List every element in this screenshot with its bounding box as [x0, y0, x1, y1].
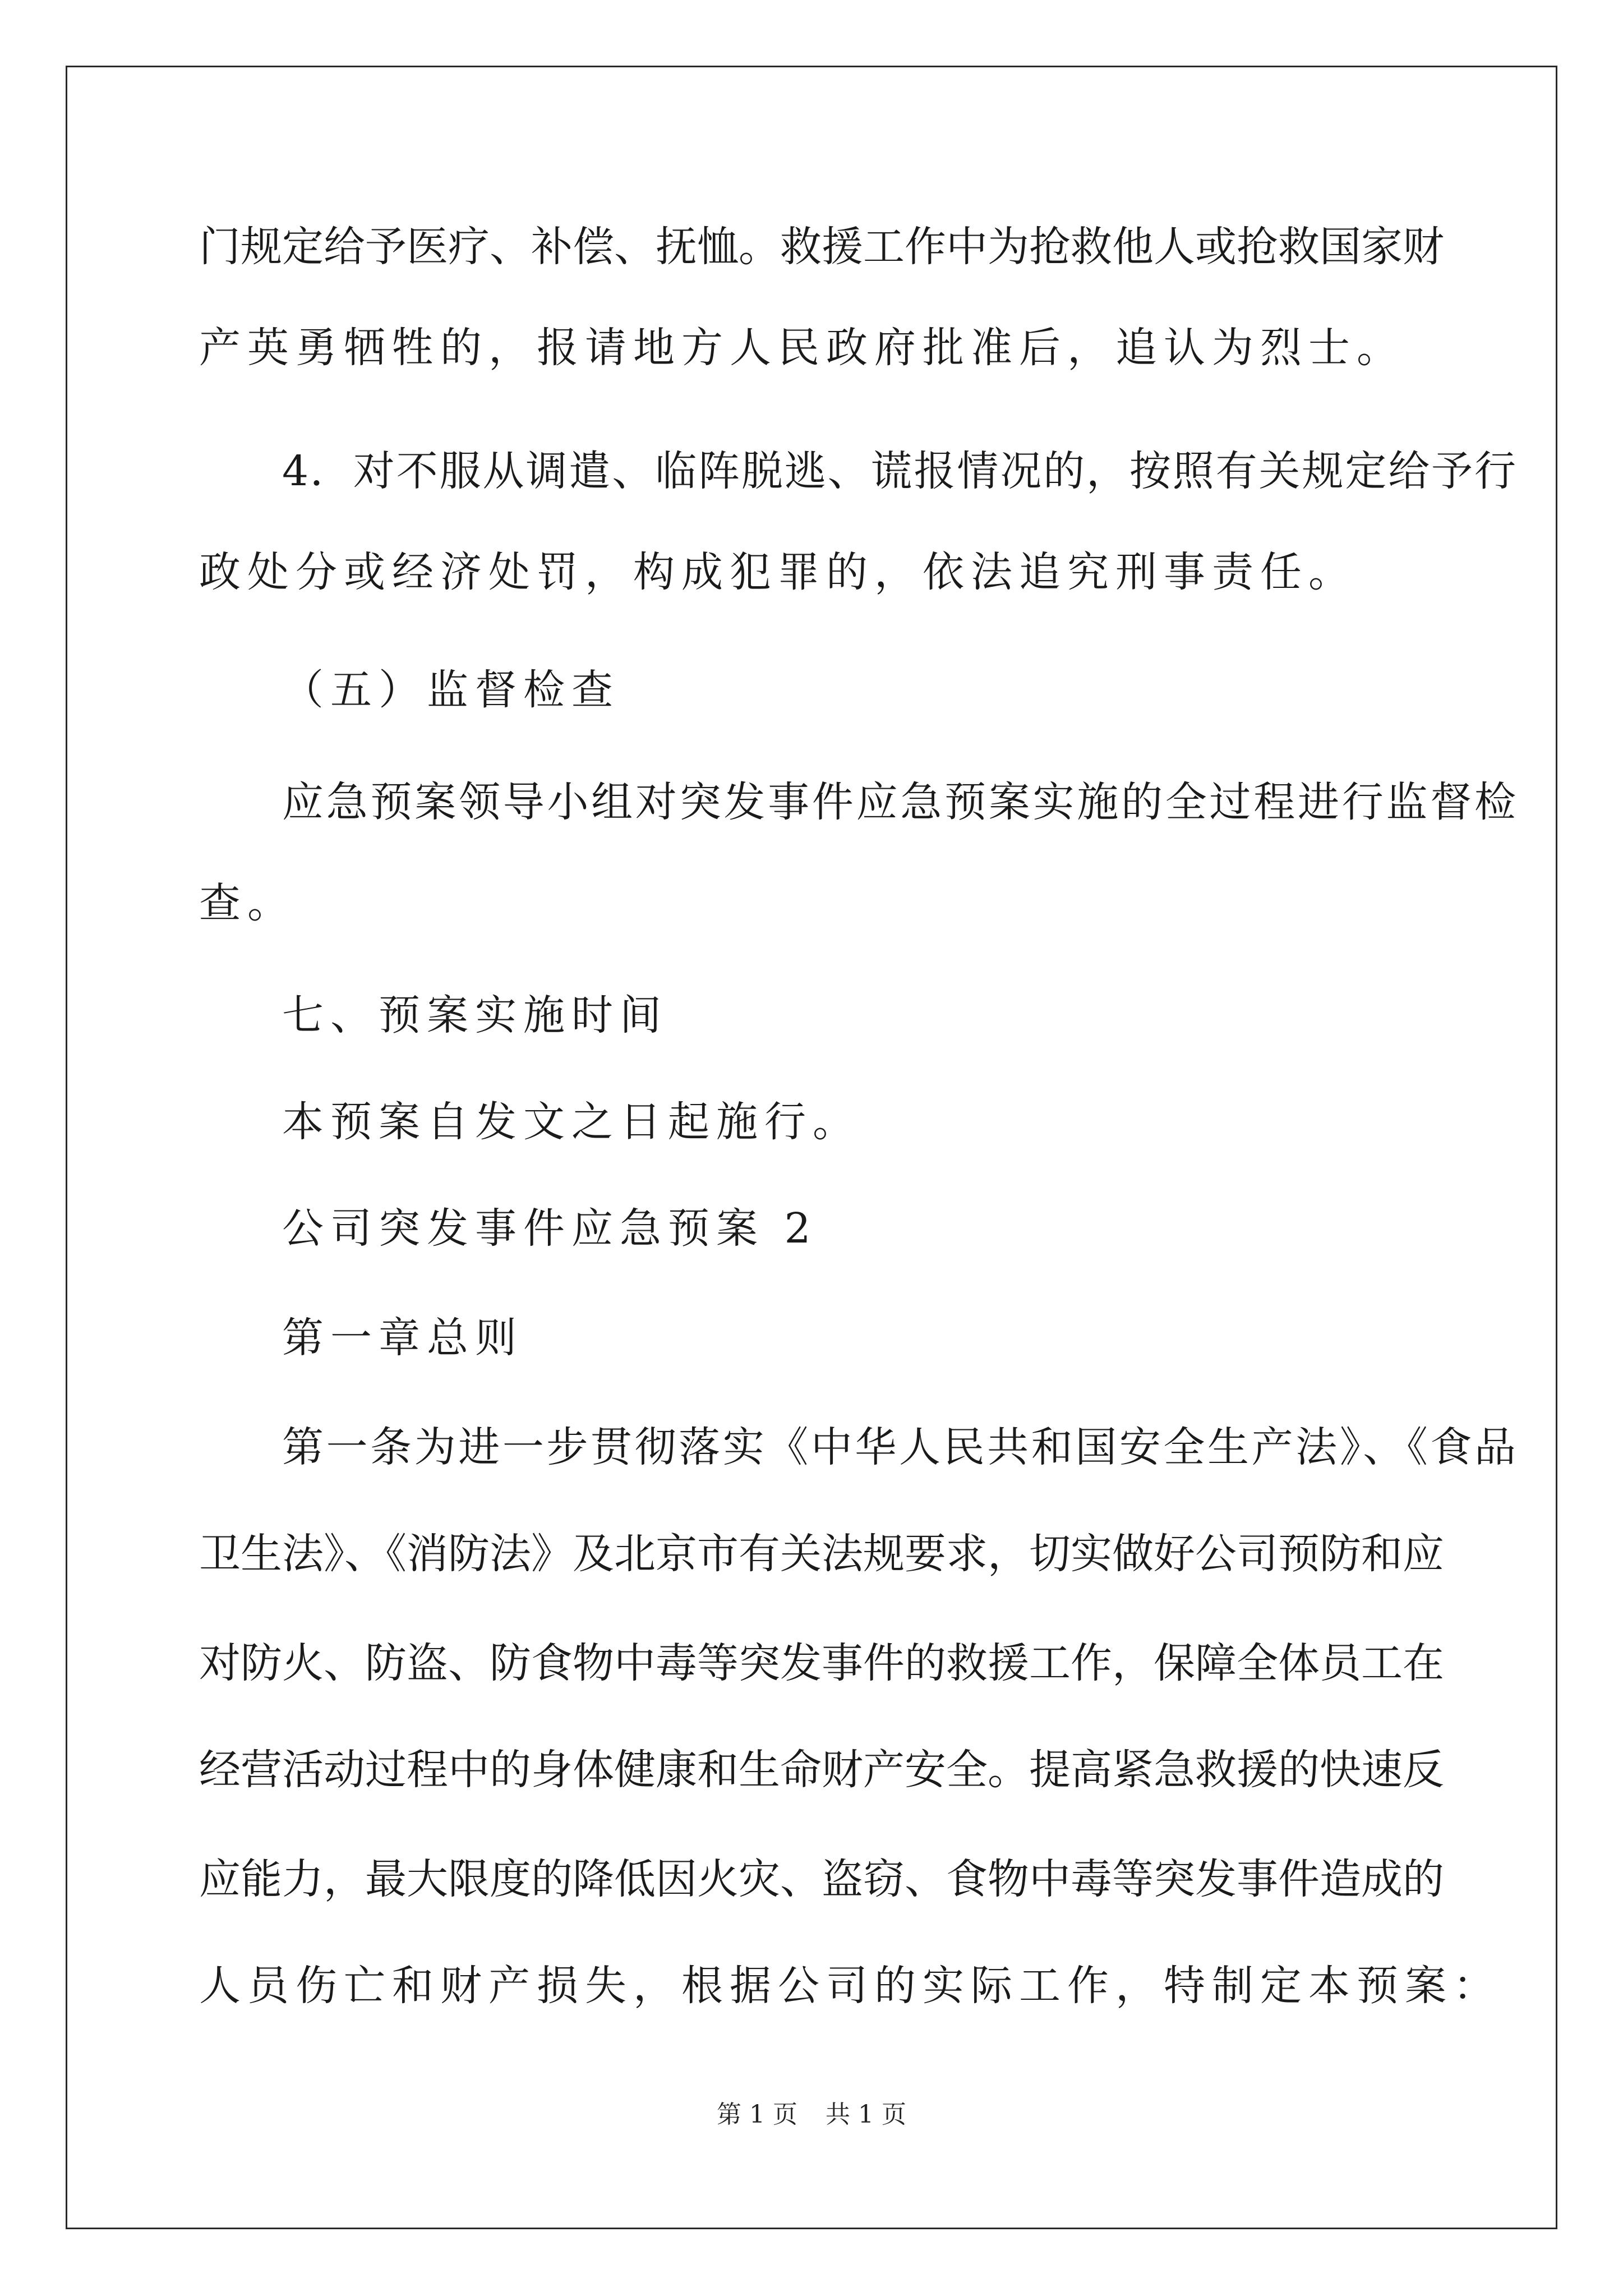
paragraph-line: 4．对不服从调遣、临阵脱逃、谎报情况的，按照有关规定给予行 [282, 447, 1516, 495]
paragraph-line: 产英勇牺牲的，报请地方人民政府批准后，追认为烈士。 [199, 324, 1405, 372]
paragraph-line: 门规定给予医疗、补偿、抚恤。救援工作中为抢救他人或抢救国家财 [199, 223, 1444, 271]
section-heading: 七、预案实施时间 [282, 991, 668, 1039]
paragraph-line: 经营活动过程中的身体健康和生命财产安全。提高紧急救援的快速反 [199, 1746, 1444, 1794]
paragraph-line: 应能力，最大限度的降低因火灾、盗窃、食物中毒等突发事件造成的 [199, 1855, 1444, 1903]
page-number: 第 1 页 [717, 2100, 797, 2129]
section-heading: （五）监督检查 [282, 666, 620, 714]
paragraph-line: 政处分或经济处罚，构成犯罪的，依法追究刑事责任。 [199, 548, 1357, 596]
paragraph-line: 对防火、防盗、防食物中毒等突发事件的救援工作，保障全体员工在 [199, 1639, 1444, 1687]
chapter-heading: 第一章总则 [282, 1314, 523, 1362]
paragraph-line: 人员伤亡和财产损失，根据公司的实际工作，特制定本预案： [199, 1962, 1501, 2010]
page-footer [0, 2098, 1623, 2132]
page-total: 共 1 页 [826, 2100, 906, 2129]
paragraph-line: 本预案自发文之日起施行。 [282, 1098, 861, 1146]
paragraph-line: 第一条为进一步贯彻落实《中华人民共和国安全生产法》、《食品 [282, 1423, 1516, 1471]
paragraph-line: 查。 [199, 879, 296, 927]
section-heading: 公司突发事件应急预案 2 [282, 1204, 818, 1253]
paragraph-line: 应急预案领导小组对突发事件应急预案实施的全过程进行监督检 [282, 778, 1516, 826]
paragraph-line: 卫生法》、《消防法》及北京市有关法规要求，切实做好公司预防和应 [199, 1530, 1444, 1578]
